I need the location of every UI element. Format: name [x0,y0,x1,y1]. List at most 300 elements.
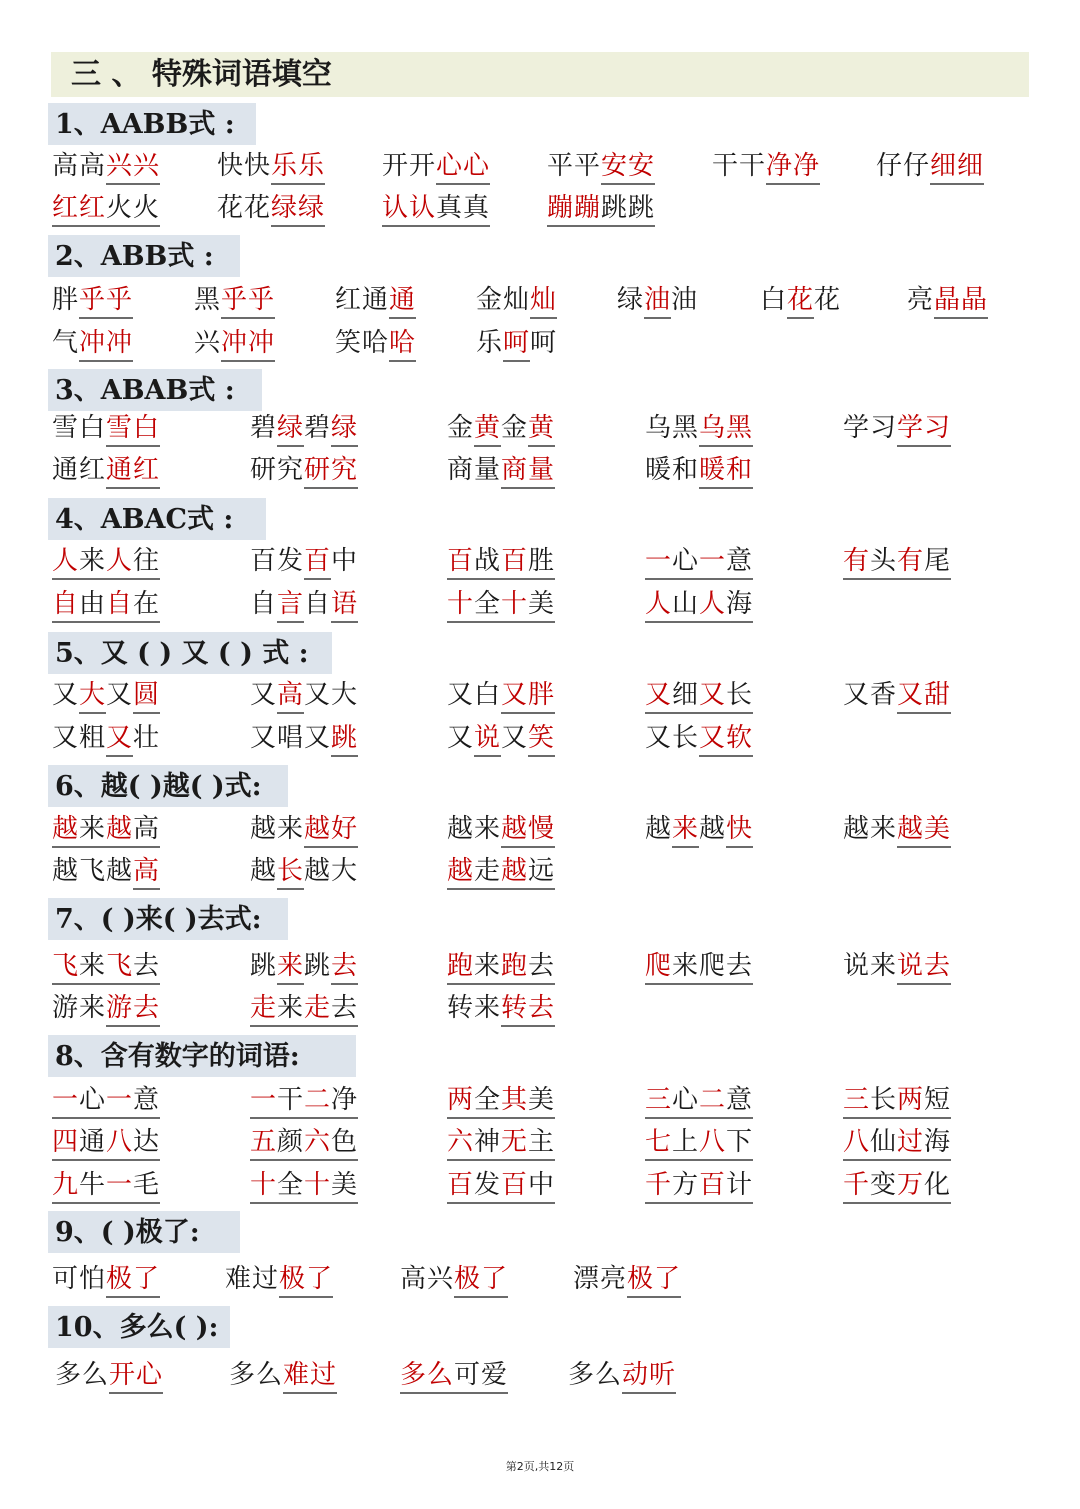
filled-answer: 越 [106,812,133,848]
given-text: 又长 [645,723,700,753]
given-text: 自 [250,589,278,619]
filled-answer: 越 [447,854,474,890]
word-entry [447,812,555,848]
filled-answer: 人 [106,544,133,580]
word-entry [250,854,358,890]
filled-answer: 乎乎 [79,283,133,319]
given-text: 短 [924,1083,951,1119]
filled-answer: 难过 [283,1358,337,1394]
given-text: 开开 [382,151,437,181]
given-text: 又大 [304,680,359,710]
filled-answer: 又 [645,678,672,714]
given-text: 来 [474,949,501,985]
word-entry [52,191,160,227]
given-text: 又粗 [52,723,107,753]
given-text: 上 [672,1125,699,1161]
given-text: 又 [52,680,80,710]
filled-answer: 冲冲 [221,326,275,362]
filled-answer: 八 [106,1125,133,1161]
given-text: 去 [133,949,160,985]
given-text: 黑 [194,285,222,315]
word-entry [843,411,951,447]
given-text: 呵 [530,328,558,358]
given-text: 金 [447,413,475,443]
filled-answer: 走 [250,991,277,1027]
given-text: 意 [726,1083,753,1119]
given-text: 壮 [133,723,161,753]
filled-answer: 一 [106,1083,133,1119]
word-entry [52,283,133,319]
filled-answer: 十 [447,587,474,623]
filled-answer: 说去 [897,949,951,985]
word-entry [400,1358,508,1394]
given-text: 商量 [447,455,502,485]
given-text: 海 [726,587,753,623]
given-text: 笑哈 [335,328,390,358]
word-entry [547,149,655,185]
filled-answer: 晶晶 [934,283,988,319]
word-entry [194,283,275,319]
filled-answer: 油 [644,283,671,319]
word-entry [335,326,416,362]
given-text: 花 [814,285,842,315]
given-text: 战 [474,544,501,580]
filled-answer: 极了 [627,1262,681,1298]
given-text: 意 [133,1083,160,1119]
word-entry [400,1262,508,1298]
filled-answer: 走 [304,991,331,1027]
word-entry [250,1083,358,1119]
given-text: 越 [699,814,727,844]
given-text: 达 [133,1125,160,1161]
filled-answer: 八 [843,1125,870,1161]
word-entry [645,1168,753,1204]
filled-answer: 花 [787,283,814,319]
word-entry [617,283,698,319]
filled-answer: 一 [52,1083,79,1119]
word-entry [52,812,160,848]
given-text: 来 [79,544,106,580]
given-text: 转来 [447,993,502,1023]
filled-answer: 灿 [530,283,557,319]
given-text: 快快 [217,151,272,181]
word-entry [547,191,655,227]
given-text: 多么 [568,1360,623,1390]
given-text: 毛 [133,1168,160,1204]
filled-answer: 绿 [277,411,304,447]
given-text: 来爬去 [672,949,753,985]
filled-answer: 跑 [447,949,474,985]
filled-answer: 其 [501,1083,528,1119]
given-text: 百发 [250,546,305,576]
filled-answer: 兴兴 [106,149,160,185]
word-entry [447,721,555,757]
given-text: 细 [672,678,699,714]
given-text: 雪白 [52,413,107,443]
given-text: 跳 [250,951,278,981]
word-entry [52,721,160,757]
word-entry [447,1125,555,1161]
word-entry [645,453,753,489]
filled-answer: 爬 [645,949,672,985]
word-entry [447,949,555,985]
given-text: 又 [250,680,278,710]
given-text: 仔仔 [876,151,931,181]
given-text: 净 [331,1083,358,1119]
given-text: 跳跳 [601,191,655,227]
filled-answer: 又甜 [897,678,951,714]
given-text: 可怕 [52,1264,107,1294]
word-entry [335,283,416,319]
filled-answer: 开心 [109,1358,163,1394]
filled-answer: 又胖 [501,678,555,714]
given-text: 越大 [304,856,359,886]
given-text: 中 [331,546,359,576]
given-text: 长 [726,678,753,714]
filled-answer: 十 [304,1168,331,1204]
filled-answer: 越美 [897,812,951,848]
given-text: 可爱 [454,1358,508,1394]
filled-answer: 绿 [331,411,358,447]
word-entry [250,721,358,757]
filled-answer: 去 [331,949,358,985]
given-text: 金灿 [476,285,531,315]
filled-answer: 长 [277,854,304,890]
filled-answer: 人 [645,587,672,623]
filled-answer: 高 [277,678,304,714]
given-text: 多么 [55,1360,110,1390]
filled-answer: 飞 [106,949,133,985]
filled-answer: 笑 [528,721,555,757]
filled-answer: 高 [133,854,160,890]
word-entry [52,1262,160,1298]
filled-answer: 乐乐 [271,149,325,185]
given-text: 乌黑 [645,413,700,443]
word-entry [645,587,753,623]
filled-answer: 万 [897,1168,924,1204]
given-text: 美 [528,587,555,623]
word-entry [52,1083,160,1119]
filled-answer: 细细 [930,149,984,185]
filled-answer: 绿绿 [271,191,325,227]
given-text: 海 [924,1125,951,1161]
given-text: 往 [133,544,160,580]
given-text: 绿 [617,285,645,315]
given-text: 胜 [528,544,555,580]
filled-answer: 两 [447,1083,474,1119]
given-text: 心 [672,1083,699,1119]
word-entry [843,1125,951,1161]
word-entry [645,812,753,848]
given-text: 说来 [843,951,898,981]
word-entry [250,1168,358,1204]
filled-answer: 红红 [52,191,106,227]
given-text: 全 [474,587,501,623]
given-text: 高高 [52,151,107,181]
filled-answer: 有 [897,544,924,580]
filled-answer: 来 [277,949,304,985]
filled-answer: 无 [501,1125,528,1161]
given-text: 平平 [547,151,602,181]
section-heading: 1、AABB式 : [48,103,256,145]
word-entry [447,1083,555,1119]
filled-answer: 又 [106,721,133,757]
filled-answer: 语 [331,587,358,623]
word-entry [645,678,753,714]
word-entry [645,411,753,447]
filled-answer: 极了 [106,1262,160,1298]
given-text: 长 [870,1083,897,1119]
word-entry [225,1262,333,1298]
given-text: 仙 [870,1125,897,1161]
given-text: 颜 [277,1125,304,1161]
given-text: 游来 [52,993,107,1023]
word-entry [52,854,160,890]
given-text: 花花 [217,193,272,223]
word-entry [52,1125,160,1161]
filled-answer: 四 [52,1125,79,1161]
word-entry [52,453,160,489]
filled-answer: 心心 [436,149,490,185]
filled-answer: 跑 [501,949,528,985]
filled-answer: 八 [699,1125,726,1161]
given-text: 油 [671,285,699,315]
filled-answer: 人 [52,544,79,580]
filled-answer: 十 [250,1168,277,1204]
word-entry [217,149,325,185]
word-entry [907,283,988,319]
word-entry [52,1168,160,1204]
word-entry [382,191,490,227]
word-entry [760,283,841,319]
given-text: 漂亮 [573,1264,628,1294]
given-text: 越来 [447,814,502,844]
filled-answer: 乎乎 [221,283,275,319]
given-text: 干 [277,1083,304,1119]
word-entry [568,1358,676,1394]
word-entry [52,991,160,1027]
word-entry [52,326,133,362]
given-text: 发 [474,1168,501,1204]
filled-answer: 二 [699,1083,726,1119]
word-entry [250,949,358,985]
filled-answer: 极了 [279,1262,333,1298]
section-heading: 10、多么( ): [48,1306,230,1348]
given-text: 在 [133,587,160,623]
filled-answer: 人 [699,587,726,623]
given-text: 去 [331,991,358,1027]
word-entry [447,1168,555,1204]
word-entry [476,283,557,319]
given-text: 通 [79,1125,106,1161]
given-text: 牛 [79,1168,106,1204]
given-text: 去 [528,949,555,985]
filled-answer: 百 [447,1168,474,1204]
word-entry [52,544,160,580]
filled-answer: 雪白 [106,411,160,447]
given-text: 美 [528,1083,555,1119]
filled-answer: 百 [699,1168,726,1204]
word-entry [843,678,951,714]
filled-answer: 三 [645,1083,672,1119]
given-text: 通红 [52,455,107,485]
filled-answer: 游去 [106,991,160,1027]
filled-answer: 蹦蹦 [547,191,601,227]
filled-answer: 千 [843,1168,870,1204]
filled-answer: 六 [447,1125,474,1161]
given-text: 越飞越 [52,856,134,886]
word-entry [250,587,358,623]
filled-answer: 暖和 [699,453,753,489]
word-entry [447,991,555,1027]
given-text: 变 [870,1168,897,1204]
given-text: 越来 [250,814,305,844]
filled-answer: 学习 [897,411,951,447]
word-entry [843,949,951,985]
word-entry [645,544,753,580]
given-text: 碧 [250,413,278,443]
filled-answer: 黄 [528,411,555,447]
filled-answer: 一 [645,544,672,580]
filled-answer: 千 [645,1168,672,1204]
page-footer: 第2页,共12页 [505,1460,575,1473]
given-text: 方 [672,1168,699,1204]
filled-answer: 圆 [133,678,160,714]
filled-answer: 越慢 [501,812,555,848]
filled-answer: 跳 [331,721,358,757]
given-text: 自 [304,589,332,619]
word-entry [447,544,555,580]
filled-answer: 冲冲 [79,326,133,362]
given-text: 来 [277,991,304,1027]
filled-answer: 净净 [766,149,820,185]
given-text: 红通 [335,285,390,315]
filled-answer: 百 [501,544,528,580]
given-text: 越来 [843,814,898,844]
given-text: 干干 [712,151,767,181]
given-text: 来 [79,812,106,848]
given-text: 全 [474,1083,501,1119]
given-text: 走 [474,854,501,890]
section-heading: 3、ABAB式 : [48,369,262,411]
filled-answer: 飞 [52,949,79,985]
given-text: 又 [447,723,475,753]
given-text: 又唱又 [250,723,332,753]
filled-answer: 安安 [601,149,655,185]
word-entry [250,678,358,714]
given-text: 心 [79,1083,106,1119]
given-text: 下 [726,1125,753,1161]
given-text: 化 [924,1168,951,1204]
filled-answer: 大 [79,678,106,714]
word-entry [217,191,325,227]
section-heading: 2、ABB式 : [48,235,240,277]
word-entry [250,411,358,447]
filled-answer: 自 [52,587,79,623]
word-entry [712,149,820,185]
given-text: 神 [474,1125,501,1161]
word-entry [250,453,358,489]
page-title: 三 、 特殊词语填空 [51,52,1029,97]
filled-answer: 来 [672,812,699,848]
filled-answer: 认认 [382,191,436,227]
given-text: 意 [726,544,753,580]
filled-answer: 五 [250,1125,277,1161]
filled-answer: 说 [474,721,501,757]
given-text: 美 [331,1168,358,1204]
filled-answer: 黄 [474,411,501,447]
given-text: 主 [528,1125,555,1161]
given-text: 越 [250,856,278,886]
filled-answer: 言 [277,587,304,623]
word-entry [229,1358,337,1394]
word-entry [52,949,160,985]
given-text: 中 [528,1168,555,1204]
word-entry [447,587,555,623]
filled-answer: 一 [106,1168,133,1204]
word-entry [250,812,358,848]
filled-answer: 多么 [400,1358,454,1394]
word-entry [476,326,557,362]
section-heading: 4、ABAC式 : [48,498,266,540]
word-entry [250,1125,358,1161]
word-entry [447,453,555,489]
given-text: 兴 [194,328,222,358]
word-entry [52,678,160,714]
section-heading: 5、又 ( ) 又 ( ) 式 : [48,632,332,674]
filled-answer: 通 [389,283,416,319]
given-text: 跳 [304,951,332,981]
filled-answer: 越 [52,812,79,848]
word-entry [447,411,555,447]
section-heading: 6、越( )越( )式: [48,765,288,807]
given-text: 计 [726,1168,753,1204]
filled-answer: 百 [447,544,474,580]
given-text: 金 [501,413,529,443]
word-entry [447,678,555,714]
given-text: 来 [79,949,106,985]
given-text: 尾 [924,544,951,580]
filled-answer: 快 [726,812,753,848]
given-text: 气 [52,328,80,358]
given-text: 又香 [843,680,898,710]
word-entry [843,1083,951,1119]
filled-answer: 百 [501,1168,528,1204]
given-text: 由 [79,587,106,623]
word-entry [447,854,555,890]
given-text: 火火 [106,191,160,227]
given-text: 又白 [447,680,502,710]
filled-answer: 极了 [454,1262,508,1298]
filled-answer: 七 [645,1125,672,1161]
word-entry [194,326,275,362]
word-entry [645,949,753,985]
filled-answer: 两 [897,1083,924,1119]
word-entry [573,1262,681,1298]
filled-answer: 越 [501,854,528,890]
filled-answer: 百 [304,544,331,580]
filled-answer: 呵 [503,326,530,362]
filled-answer: 六 [304,1125,331,1161]
given-text: 研究 [250,455,305,485]
filled-answer: 又 [699,678,726,714]
given-text: 亮 [907,285,935,315]
filled-answer: 三 [843,1083,870,1119]
word-entry [250,991,358,1027]
filled-answer: 一 [250,1083,277,1119]
word-entry [250,544,358,580]
word-entry [843,544,951,580]
